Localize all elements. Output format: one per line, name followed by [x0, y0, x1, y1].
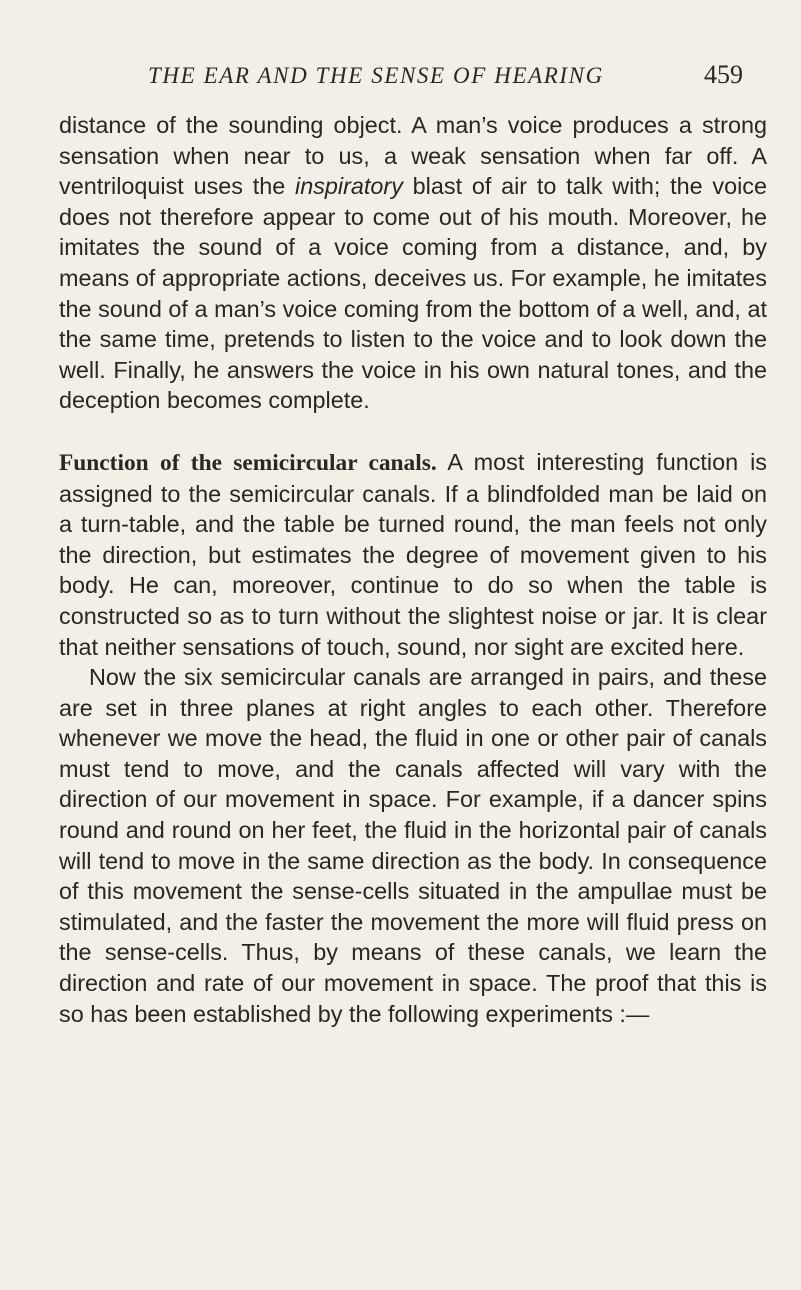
- paragraph-semicircular-function: [59, 447, 767, 662]
- page-number: 459: [704, 60, 743, 89]
- paragraph-ventriloquist-text-end: blast of air to talk with; the voice does not therefore appear to come out of his mouth. Moreover, he imitates the sound of a voice coming from a distance, and, by means of appropriate actions, deceives us. For example, he imitates the sound of a man’s voice coming from the bottom of a well, and, at the same time, pretends to listen to the voice and to look down the well. Finally, he answers the voice in his own natural tones, and the deception becomes complete.: [59, 173, 768, 414]
- running-title: THE EAR AND THE SENSE OF HEARING: [148, 63, 604, 88]
- italic-term-inspiratory: inspiratory: [295, 173, 403, 200]
- paragraph-canals-arrangement: Now the six semicircular canals are arranged in pairs, and these are set in three planes at right angles to each other. Therefore whenever we move the head, the fluid in one or other pair of canals must tend to move, and the canals affected will vary with the direction of our movement in space. For example, if a dancer spins round and round on her feet, the fluid in the horizontal pair of canals will tend to move in the same direction as the body. In consequence of this movement the sense-cells situated in the ampullae must be stimulated, and the faster the movement the more will fluid press on the sense-cells. Thus, by means of these canals, we learn the direction and rate of our movement in space. The proof that this is so has been established by the following experiments :—: [59, 664, 767, 1027]
- paragraph-ventriloquist-text-start: distance of the sounding object. A man’s voice produces a strong sensation when near to us, a weak sensation when far off. A ventriloquist uses the: [59, 112, 767, 200]
- section-heading: Function of the semicircular canals.: [59, 449, 437, 476]
- body-text: [59, 110, 767, 1029]
- running-head: [148, 62, 708, 90]
- paragraph-ventriloquist: [59, 110, 767, 416]
- paragraph-semicircular-function-text: A most interesting function is assigned to the semicircular canals. If a blindfolded man be laid on a turn-table, and the table be turned round, the man feels not only the direction, but estimates the degree of movement given to his body. He can, moreover, continue to do so when the table is constructed so as to turn without the slightest noise or jar. It is clear that neither sensations of touch, sound, nor sight are excited here.: [59, 448, 767, 660]
